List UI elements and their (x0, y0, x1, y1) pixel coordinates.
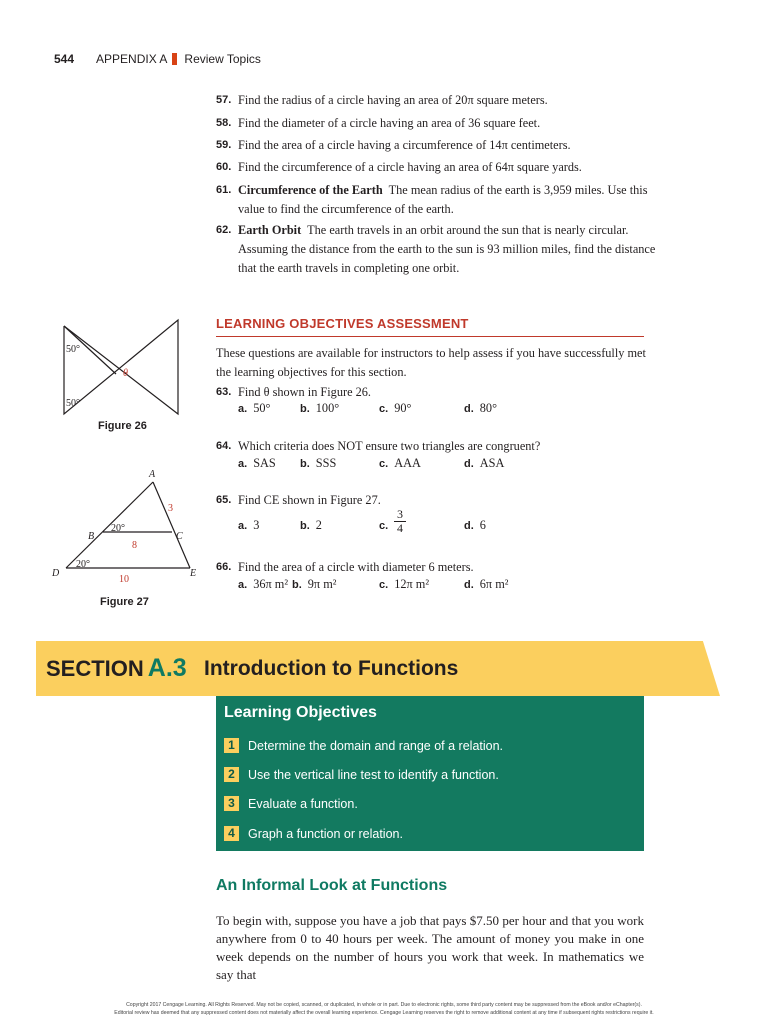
question-65 (216, 491, 656, 510)
objective-4 (224, 826, 403, 841)
objective-2 (224, 767, 499, 782)
option-a: a. 36π m² (238, 577, 289, 591)
theta-label: θ (123, 368, 128, 379)
exercise-62 (216, 221, 656, 278)
objective-text: Graph a function or relation. (248, 826, 403, 841)
header-topic: Review Topics (184, 52, 261, 66)
appendix-label: APPENDIX A (96, 52, 168, 66)
header-divider (172, 53, 177, 65)
objective-3 (224, 796, 358, 811)
exercise-number: 62. (216, 224, 232, 236)
copyright-line-1: Copyright 2017 Cengage Learning. All Rights Reserved. May not be copied, scanned, or duplicated, in whole or in part. Due to electronic rights, some third party content may be suppressed from the eBook and/or eChapter(s). (126, 1002, 642, 1008)
objective-1 (224, 738, 503, 753)
option-c: c. 12π m² (379, 577, 430, 591)
option-a: a. 3 (238, 518, 260, 532)
vertex-E: E (190, 568, 197, 579)
exercise-57 (216, 91, 656, 110)
exercise-number: 58. (216, 117, 232, 129)
exercise-59 (216, 136, 656, 155)
exercise-number: 59. (216, 139, 232, 151)
question-number: 64. (216, 440, 232, 452)
angle-D-label: 20° (76, 559, 90, 570)
section-word: SECTION (46, 656, 144, 681)
exercise-body: The mean radius of the earth is 3,959 miles. Use this value to find the circumference of the earth. (238, 183, 648, 216)
objective-number: 2 (224, 767, 239, 782)
question-text: Which criteria does NOT ensure two triangles are congruent? (238, 439, 541, 453)
question-63 (216, 383, 656, 402)
section-label (46, 654, 187, 683)
option-a: a. SAS (238, 456, 276, 470)
exercise-number: 57. (216, 94, 232, 106)
assessment-title: LEARNING OBJECTIVES ASSESSMENT (216, 316, 469, 331)
exercise-text: Find the diameter of a circle having an area of 36 square feet. (238, 116, 541, 130)
option-b: b. 100° (300, 401, 340, 415)
objective-text: Evaluate a function. (248, 796, 358, 811)
exercise-text: Find the radius of a circle having an area of 20π square meters. (238, 93, 548, 107)
question-66 (216, 558, 656, 577)
learning-objectives-box (216, 696, 644, 851)
exercise-text (238, 221, 656, 278)
vertex-A: A (149, 469, 156, 480)
option-b: b. SSS (300, 456, 337, 470)
body-paragraph: To begin with, suppose you have a job that pays $7.50 per hour and that you work anywhere from 0 to 40 hours per week. The amount of money you make in one week depends on the number of hours you work that week. In mathematics we say that (216, 913, 644, 982)
bowtie-lines (64, 320, 178, 414)
side-DE-label: 10 (119, 574, 129, 585)
figure-26-diagram (56, 316, 186, 426)
side-BC-label: 8 (132, 540, 137, 551)
exercise-60 (216, 158, 656, 177)
vertex-B: B (88, 531, 95, 542)
exercise-61 (216, 181, 656, 219)
objective-text: Determine the domain and range of a relation. (248, 738, 504, 753)
vertex-C: C (176, 531, 183, 542)
question-text: Find θ shown in Figure 26. (238, 385, 371, 399)
assessment-intro: These questions are available for instructors to help assess if you have successfully met the learning objectives for this section. (216, 346, 646, 379)
question-number: 65. (216, 494, 232, 506)
page-number: 544 (54, 52, 75, 66)
section-number: A.3 (147, 654, 187, 682)
fraction-denominator: 4 (394, 521, 406, 535)
objective-number: 3 (224, 796, 239, 811)
angle-label-top: 50° (66, 344, 80, 355)
section-title: Introduction to Functions (204, 657, 459, 680)
fraction-numerator: 3 (397, 507, 403, 521)
side-AC-label: 3 (168, 503, 173, 514)
subheading: An Informal Look at Functions (216, 877, 448, 894)
option-b: b. 2 (300, 518, 322, 532)
option-d: d. ASA (464, 456, 505, 470)
question-text: Find the area of a circle with diameter 6 meters. (238, 560, 474, 574)
option-b: b. 9π m² (292, 577, 337, 591)
angle-label-bottom: 50° (66, 398, 80, 409)
exercise-text (238, 181, 656, 219)
exercise-text: Find the area of a circle having a circumference of 14π centimeters. (238, 138, 571, 152)
copyright-footer (0, 1001, 768, 1017)
question-text: Find CE shown in Figure 27. (238, 493, 381, 507)
figure-27-diagram (50, 466, 210, 592)
exercise-text: Find the circumference of a circle having an area of 64π square yards. (238, 160, 582, 174)
option-d: d. 80° (464, 401, 497, 415)
learning-objectives-title: Learning Objectives (224, 704, 377, 721)
option-c: c. 90° (379, 401, 412, 415)
assessment-rule (216, 336, 644, 337)
exercise-lead: Circumference of the Earth (238, 183, 383, 197)
question-number: 63. (216, 386, 232, 398)
exercise-lead: Earth Orbit (238, 223, 302, 237)
fraction-three-quarters (394, 508, 406, 535)
side-DA (66, 482, 153, 568)
copyright-line-2: Editorial review has deemed that any suppressed content does not materially affect the overall learning experience. Cengage Learning reserves the right to remove additional content at any time if subsequent rights restrictions require it. (114, 1010, 654, 1016)
objective-text: Use the vertical line test to identify a function. (248, 767, 499, 782)
exercise-body: The earth travels in an orbit around the sun that is nearly circular. Assuming the distance from the earth to the sun is 93 million miles, find the distance that the earth travels in completing one orbit. (238, 223, 656, 275)
objective-number: 4 (224, 826, 239, 841)
vertex-D: D (52, 568, 60, 579)
angle-B-label: 20° (111, 523, 125, 534)
option-d: d. 6 (464, 518, 486, 532)
figure-26-caption: Figure 26 (98, 420, 147, 432)
option-d: d. 6π m² (464, 577, 509, 591)
option-a: a. 50° (238, 401, 271, 415)
side-AE (153, 482, 190, 568)
figure-27-caption: Figure 27 (100, 596, 149, 608)
exercise-number: 61. (216, 184, 232, 196)
question-number: 66. (216, 561, 232, 573)
exercise-58 (216, 114, 656, 133)
exercise-number: 60. (216, 161, 232, 173)
option-c: c. (379, 520, 389, 532)
question-64 (216, 437, 656, 456)
option-c: c. AAA (379, 456, 421, 470)
objective-number: 1 (224, 738, 239, 753)
running-header (54, 52, 261, 66)
